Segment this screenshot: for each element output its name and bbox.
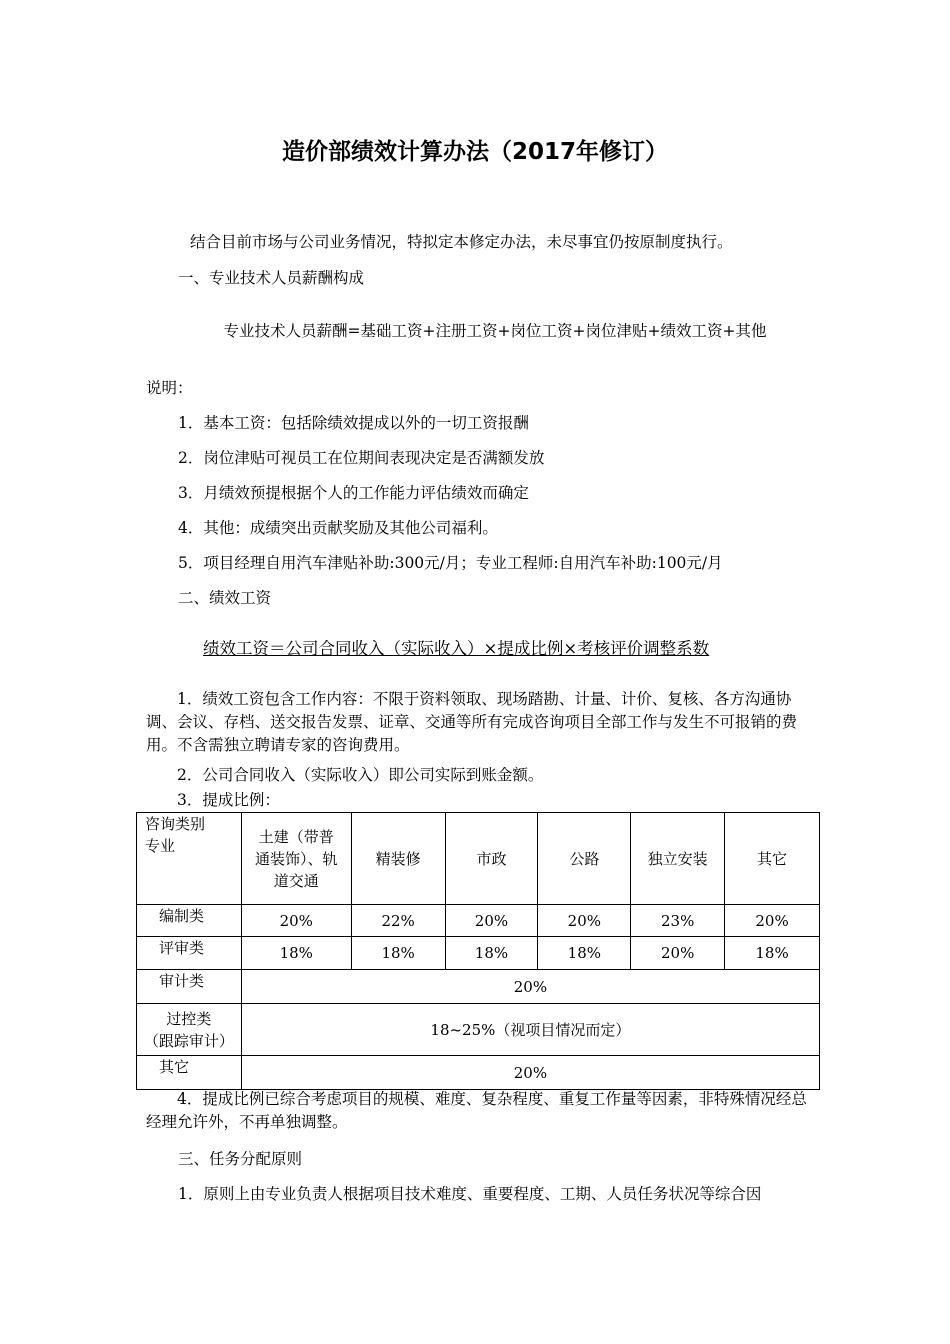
table-row bbox=[137, 905, 820, 937]
table-cell: 18% bbox=[538, 937, 631, 970]
row-label: 编制类 bbox=[137, 905, 242, 937]
table-cell: 20% bbox=[241, 905, 351, 937]
table-cell: 20% bbox=[445, 905, 538, 937]
table-cell: 18% bbox=[725, 937, 820, 970]
document-title: 造价部绩效计算办法（2017年修订） bbox=[281, 139, 668, 165]
table-cell: 20% bbox=[725, 905, 820, 937]
table-corner-cell bbox=[137, 813, 242, 905]
row-label-line: 过控类 bbox=[166, 1009, 212, 1028]
column-header: 市政 bbox=[445, 813, 538, 905]
commission-ratio-table bbox=[136, 812, 820, 1090]
table-cell: 22% bbox=[351, 905, 445, 937]
table-row bbox=[137, 1056, 820, 1090]
paragraph-text: 4．提成比例已综合考虑项目的规模、难度、复杂程度、重复工作量等因素，非特殊情况经总经理允许外，不再单独调整。 bbox=[146, 1090, 807, 1131]
row-label: 其它 bbox=[137, 1056, 242, 1090]
note-item: 2．岗位津贴可视员工在位期间表现决定是否满额发放 bbox=[178, 449, 545, 467]
row-label bbox=[137, 1004, 242, 1056]
corner-category-label: 咨询类别 bbox=[145, 815, 206, 833]
table-cell: 18% bbox=[351, 937, 445, 970]
row-label-line: （跟踪审计） bbox=[143, 1031, 234, 1050]
section-heading-2: 二、绩效工资 bbox=[178, 589, 272, 607]
paragraph-contract-income: 2．公司合同收入（实际收入）即公司实际到账金额。 bbox=[177, 766, 544, 784]
column-header: 独立安装 bbox=[631, 813, 725, 905]
note-item: 3．月绩效预提根据个人的工作能力评估绩效而确定 bbox=[178, 484, 529, 502]
row-label: 审计类 bbox=[137, 970, 242, 1004]
performance-formula: 绩效工资＝公司合同收入（实际收入）×提成比例×考核评价调整系数 bbox=[203, 639, 710, 658]
corner-specialty-label: 专业 bbox=[145, 837, 176, 855]
table-cell: 20% bbox=[631, 937, 725, 970]
paragraph-ratio-note bbox=[146, 1088, 814, 1134]
table-header-row bbox=[137, 813, 820, 905]
paragraph-text: 1．绩效工资包含工作内容：不限于资料领取、现场踏勘、计量、计价、复核、各方沟通协调、会议、存档、送交报告发票、证章、交通等所有完成咨询项目全部工作与发生不可报销的费用。不含需独立聘请专家的咨询费用。 bbox=[146, 690, 798, 754]
merged-cell: 18~25%（视项目情况而定） bbox=[241, 1004, 819, 1056]
paragraph-task-allocation: 1．原则上由专业负责人根据项目技术难度、重要程度、工期、人员任务状况等综合因 bbox=[178, 1185, 762, 1203]
paragraph-ratio-label: 3．提成比例： bbox=[177, 791, 280, 809]
table-row bbox=[137, 937, 820, 970]
table-cell: 18% bbox=[241, 937, 351, 970]
table-cell: 23% bbox=[631, 905, 725, 937]
paragraph-work-content bbox=[146, 688, 814, 757]
note-item: 5．项目经理自用汽车津贴补助:300元/月；专业工程师:自用汽车补助:100元/月 bbox=[178, 554, 723, 572]
intro-paragraph: 结合目前市场与公司业务情况，特拟定本修定办法，未尽事宜仍按原制度执行。 bbox=[190, 233, 733, 251]
section-heading-1: 一、专业技术人员薪酬构成 bbox=[178, 269, 365, 287]
section-heading-3: 三、任务分配原则 bbox=[178, 1150, 303, 1168]
column-header: 其它 bbox=[725, 813, 820, 905]
column-header: 精装修 bbox=[351, 813, 445, 905]
merged-cell: 20% bbox=[241, 1056, 819, 1090]
table-cell: 20% bbox=[538, 905, 631, 937]
table-row bbox=[137, 1004, 820, 1056]
merged-cell: 20% bbox=[241, 970, 819, 1004]
table-row bbox=[137, 970, 820, 1004]
note-item: 4．其他：成绩突出贡献奖励及其他公司福利。 bbox=[178, 519, 498, 537]
note-label: 说明： bbox=[146, 379, 193, 397]
column-header: 公路 bbox=[538, 813, 631, 905]
note-item: 1．基本工资：包括除绩效提成以外的一切工资报酬 bbox=[178, 414, 529, 432]
column-header: 土建（带普通装饰）、轨道交通 bbox=[241, 813, 351, 905]
row-label: 评审类 bbox=[137, 937, 242, 970]
table-cell: 18% bbox=[445, 937, 538, 970]
salary-formula: 专业技术人员薪酬=基础工资+注册工资+岗位工资+岗位津贴+绩效工资+其他 bbox=[223, 322, 767, 340]
